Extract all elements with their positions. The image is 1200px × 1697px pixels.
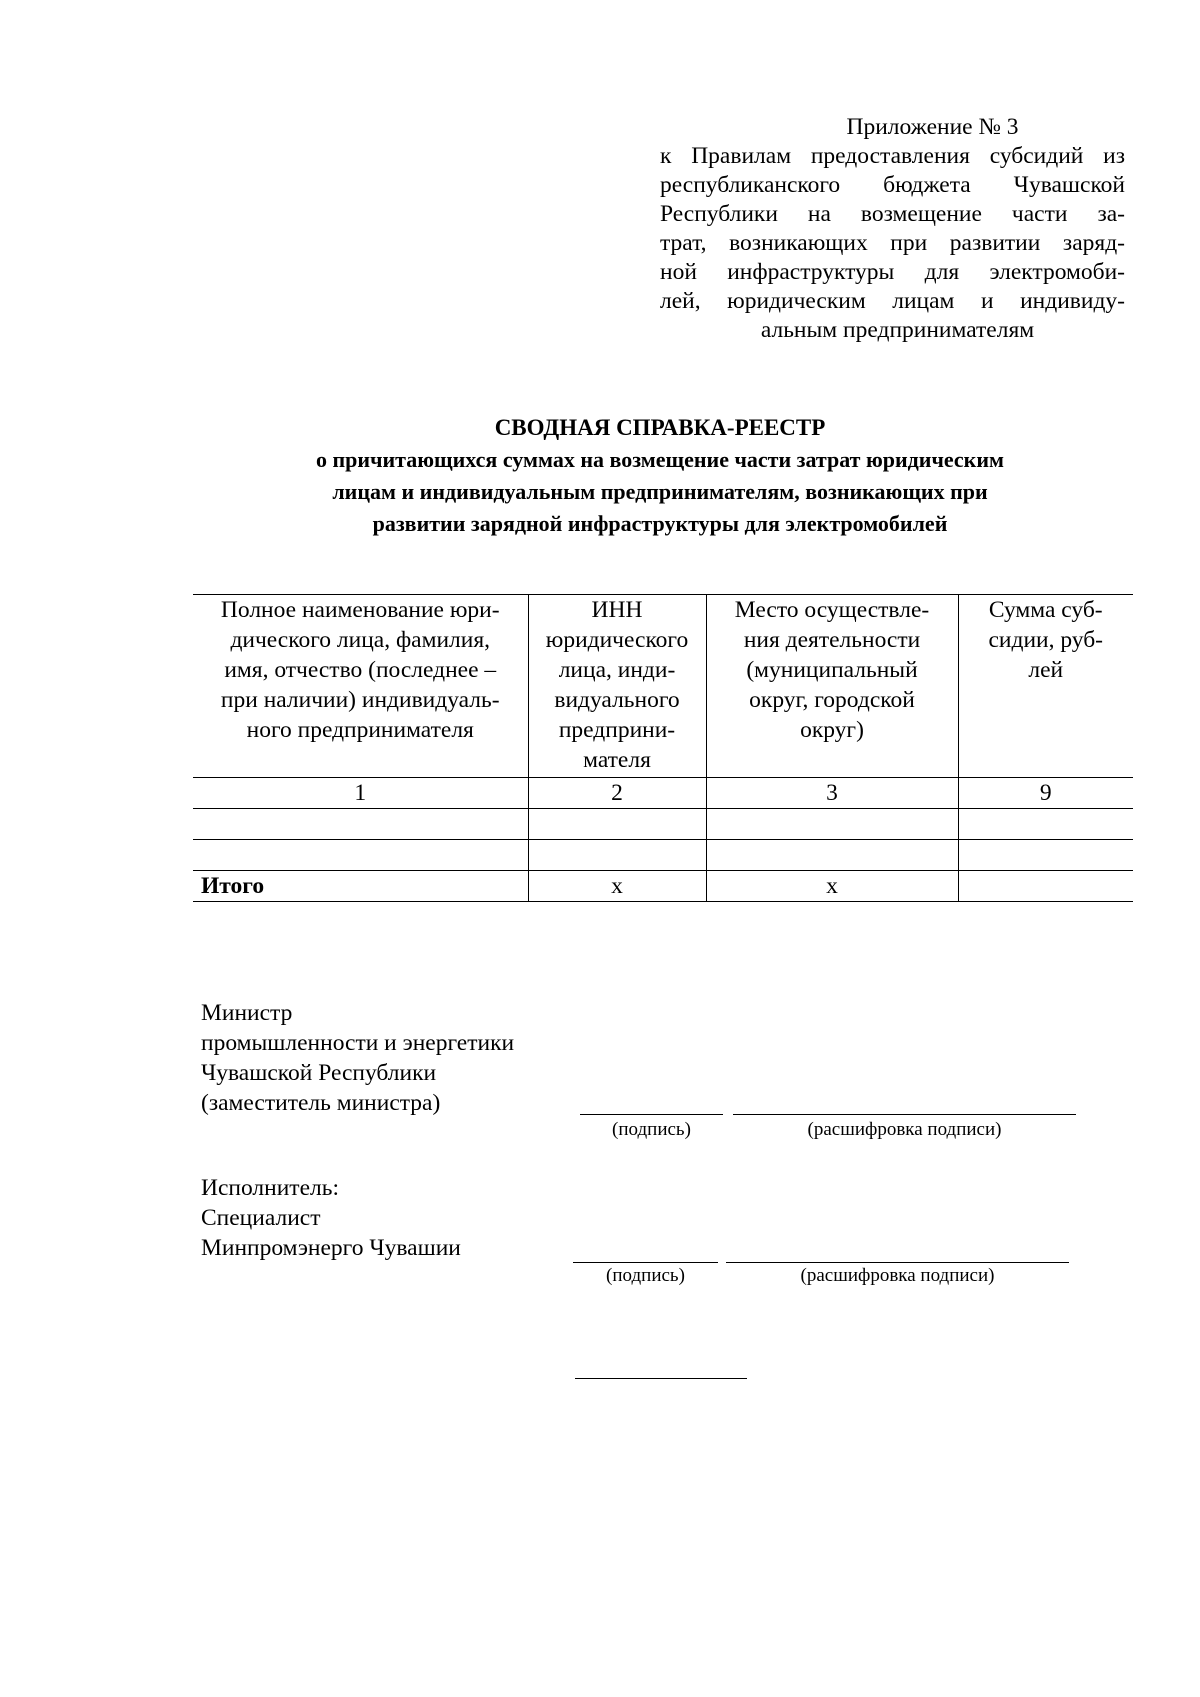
total-row xyxy=(193,871,1133,902)
header-line: мателя xyxy=(583,747,651,773)
document-title: СВОДНАЯ СПРАВКА-РЕЕСТР xyxy=(494,415,826,440)
header-line: Место осуществле- xyxy=(734,597,930,623)
appendix-line: альным предпринимателям xyxy=(760,317,1035,343)
minister-line: (заместитель министра) xyxy=(201,1090,441,1116)
header-line: ния деятельности xyxy=(743,627,921,653)
appendix-line: республиканского бюджета Чувашской xyxy=(660,172,1125,198)
executor-decode-caption: (расшифровка подписи) xyxy=(800,1265,995,1286)
header-line: (муниципальный xyxy=(746,657,918,683)
header-line: Сумма суб- xyxy=(988,597,1103,623)
table-cell xyxy=(706,840,958,871)
table-cell xyxy=(528,809,706,840)
total-label: Итого xyxy=(193,871,528,902)
minister-line: Министр xyxy=(201,1000,293,1026)
minister-decode-caption: (расшифровка подписи) xyxy=(807,1119,1002,1140)
column-number: 9 xyxy=(958,778,1133,809)
appendix-block xyxy=(660,113,1125,345)
executor-sign-caption: (подпись) xyxy=(606,1265,685,1286)
minister-line: промышленности и энергетики xyxy=(201,1030,515,1056)
header-cell-inn xyxy=(528,595,706,778)
header-line: видуального xyxy=(554,687,680,713)
header-line: ИНН xyxy=(591,597,643,623)
total-cell: х xyxy=(706,871,958,902)
minister-line: Чувашской Республики xyxy=(201,1060,437,1086)
executor-decode-line xyxy=(726,1262,1069,1263)
executor-signature-block xyxy=(201,1173,601,1263)
table-row xyxy=(193,809,1133,840)
header-line: предприни- xyxy=(558,717,676,743)
total-cell: х xyxy=(528,871,706,902)
document-subtitle-line: лицам и индивидуальным предпринимателям, возникающих при xyxy=(332,479,988,504)
header-line: ного предпринимателя xyxy=(246,717,474,743)
table-row xyxy=(193,840,1133,871)
minister-signature-block xyxy=(201,998,601,1118)
header-line: при наличии) индивидуаль- xyxy=(220,687,500,713)
table-cell xyxy=(528,840,706,871)
table-header-row xyxy=(193,595,1133,778)
header-line: имя, отчество (последнее – xyxy=(224,657,497,683)
registry-table xyxy=(193,594,1133,902)
appendix-line: к Правилам предоставления субсидий из xyxy=(660,143,1125,169)
appendix-line: Республики на возмещение части за- xyxy=(660,201,1125,227)
document-title-block xyxy=(190,412,1130,540)
minister-signature-line xyxy=(580,1114,723,1115)
document-subtitle-line: о причитающихся суммах на возмещение части затрат юридическим xyxy=(315,447,1005,472)
table-cell xyxy=(193,840,528,871)
appendix-line: трат, возникающих при развитии заряд- xyxy=(660,230,1125,256)
appendix-line: ной инфраструктуры для электромоби- xyxy=(660,259,1125,285)
table-cell xyxy=(958,809,1133,840)
header-line: лица, инди- xyxy=(558,657,676,683)
table-cell xyxy=(706,809,958,840)
column-number: 2 xyxy=(528,778,706,809)
executor-signature-line xyxy=(573,1262,718,1263)
total-cell xyxy=(958,871,1133,902)
appendix-title: Приложение № 3 xyxy=(846,114,1019,140)
header-line: лей xyxy=(1028,657,1064,683)
document-subtitle-line: развитии зарядной инфраструктуры для электромобилей xyxy=(372,511,948,536)
header-line: округ, городской xyxy=(749,687,915,713)
column-number: 3 xyxy=(706,778,958,809)
end-separator-line xyxy=(575,1378,747,1379)
column-number: 1 xyxy=(193,778,528,809)
minister-decode-line xyxy=(733,1114,1076,1115)
executor-line: Минпромэнерго Чувашии xyxy=(201,1235,461,1261)
header-line: округ) xyxy=(800,717,864,743)
header-line: дического лица, фамилия, xyxy=(230,627,491,653)
column-number-row xyxy=(193,778,1133,809)
header-cell-amount xyxy=(958,595,1133,778)
minister-sign-caption: (подпись) xyxy=(612,1119,691,1140)
header-line: Полное наименование юри- xyxy=(220,597,500,623)
appendix-line: лей, юридическим лицам и индивиду- xyxy=(660,288,1125,314)
executor-line: Специалист xyxy=(201,1205,321,1231)
executor-line: Исполнитель: xyxy=(201,1175,339,1201)
header-line: юридического xyxy=(545,627,689,653)
header-cell-location xyxy=(706,595,958,778)
table-cell xyxy=(958,840,1133,871)
table-cell xyxy=(193,809,528,840)
header-cell-name xyxy=(193,595,528,778)
header-line: сидии, руб- xyxy=(988,627,1104,653)
